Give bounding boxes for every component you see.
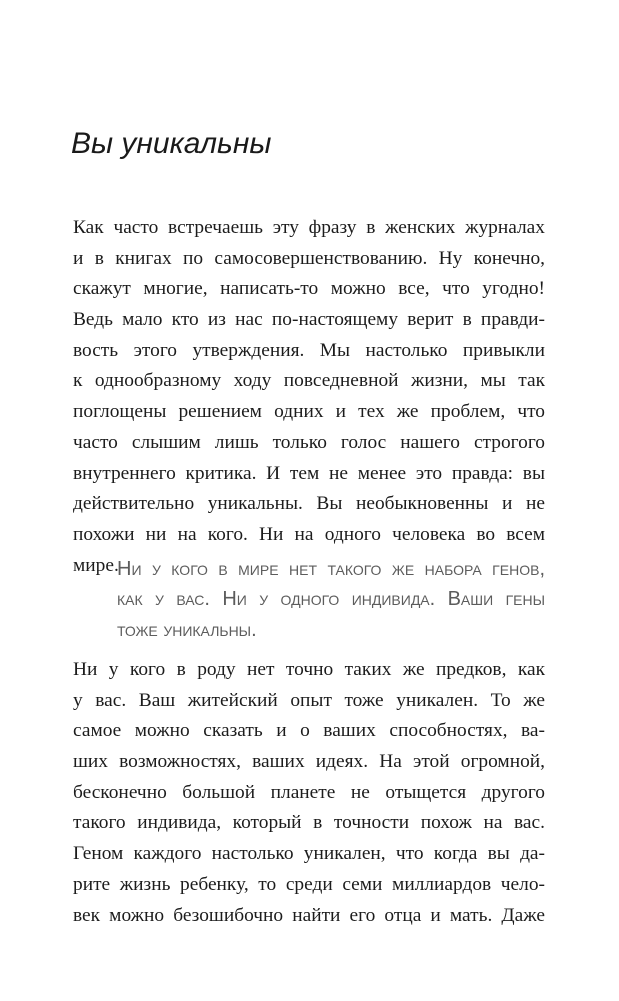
text-line: рите жизнь ребенку, то среди семи миллиардов чело- [73,873,545,895]
text-line: Как часто встречаешь эту фразу в женских журналах [73,217,545,238]
text-line: Ведь мало кто из нас по-настоящему верит в правди- [73,309,545,331]
text-line: поглощены решением одних и тех же проблем, что [73,401,545,423]
chapter-heading: Вы уникальны [71,127,272,160]
text-line: внутреннего критика. И тем не менее это правда: вы [73,462,545,484]
text-line: Геном каждого настолько уникален, что когда вы да- [73,843,545,865]
quote-line: Ни у кого в мире нет такого же набора генов, [117,558,545,580]
text-line: век можно безошибочно найти его отца и мать. Даже [73,904,545,926]
text-line: похожи ни на кого. Ни на одного человека во всем [73,523,545,545]
quote-line: тоже уникальны. [117,618,257,641]
quote-line: как у вас. Ни у одного индивида. Ваши гены [117,588,545,611]
body-paragraph-1 [73,213,545,581]
text-line: у вас. Ваш житейский опыт тоже уникален. То же [73,689,545,711]
body-paragraph-2 [73,655,545,931]
pull-quote [117,554,545,645]
text-line: вость этого утверждения. Мы настолько привыкли [73,339,545,361]
text-line: мире. [73,554,119,576]
text-line: бесконечно большой планете не отыщется другого [73,781,545,803]
text-line: и в книгах по самосовершенствованию. Ну конечно, [73,247,545,269]
text-line: самое можно сказать и о ваших способностях, ва- [73,720,545,742]
text-line: действительно уникальны. Вы необыкновенны и не [73,493,545,515]
text-line: Ни у кого в роду нет точно таких же предков, как [73,659,545,680]
text-line: к однообразному ходу повседневной жизни, мы так [73,370,545,392]
text-line: скажут многие, написать-то можно все, что угодно! [73,278,545,300]
text-line: ших возможностях, ваших идеях. На этой огромной, [73,751,545,773]
text-line: часто слышим лишь только голос нашего строгого [73,431,545,453]
text-line: такого индивида, который в точности похож на вас. [73,812,545,834]
